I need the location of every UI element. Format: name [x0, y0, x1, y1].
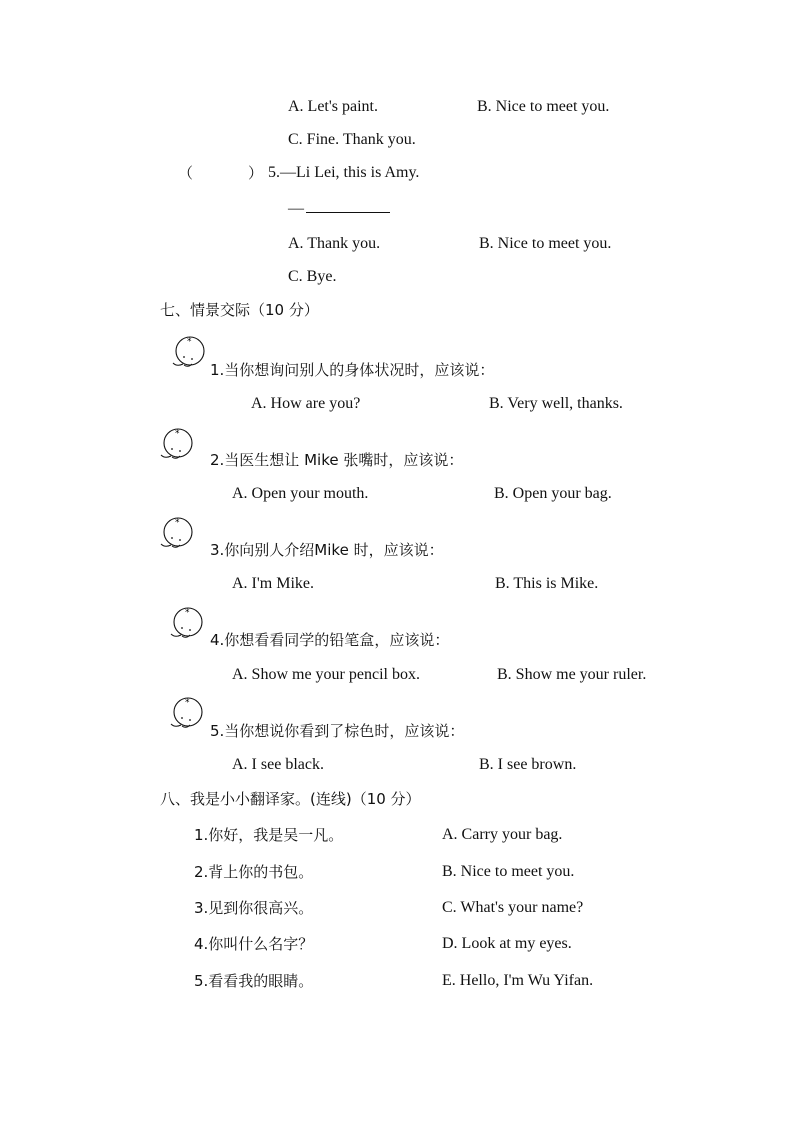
section7-q1-option-b: B. Very well, thanks.: [489, 395, 623, 412]
section8-right-b: B. Nice to meet you.: [442, 863, 575, 880]
section7-q5-option-b: B. I see brown.: [479, 756, 577, 773]
section8-right-a: A. Carry your bag.: [442, 826, 563, 843]
section7-q4-option-a: A. Show me your pencil box.: [232, 666, 420, 683]
q5-option-a: A. Thank you.: [288, 235, 381, 252]
smiley-face-icon: [168, 694, 208, 734]
section8-left-2: 2.背上你的书包。: [194, 863, 314, 881]
q4-option-a: A. Let's paint.: [288, 98, 378, 115]
section7-q5-option-a: A. I see black.: [232, 756, 324, 773]
q5-reply-line: [288, 198, 390, 219]
q5-answer-paren-close: ）: [248, 164, 264, 182]
section7-question-5: 5.当你想说你看到了棕色时，应该说：: [210, 722, 465, 740]
section7-q3-option-a: A. I'm Mike.: [232, 575, 314, 592]
section8-left-1: 1.你好，我是吴一凡。: [194, 826, 344, 844]
smiley-face-icon: [168, 604, 208, 644]
smiley-face-icon: [170, 333, 210, 373]
section7-title: 七、情景交际（10 分）: [160, 301, 319, 319]
section8-left-3: 3.见到你很高兴。: [194, 899, 314, 917]
section7-question-2: 2.当医生想让 Mike 张嘴时，应该说：: [210, 451, 464, 469]
section7-question-3: 3.你向别人介绍Mike 时，应该说：: [210, 541, 444, 559]
section7-q4-option-b: B. Show me your ruler.: [497, 666, 647, 683]
section7-question-1: 1.当你想询问别人的身体状况时，应该说：: [210, 361, 495, 379]
svg-text:*: *: [175, 518, 180, 528]
section8-right-e: E. Hello, I'm Wu Yifan.: [442, 972, 594, 989]
section8-right-c: C. What's your name?: [442, 899, 584, 916]
q5-option-b: B. Nice to meet you.: [479, 235, 612, 252]
q5-option-c: C. Bye.: [288, 268, 337, 285]
section8-left-4: 4.你叫什么名字？: [194, 935, 314, 953]
svg-text:*: *: [175, 429, 180, 439]
svg-text:*: *: [185, 608, 190, 618]
section8-right-d: D. Look at my eyes.: [442, 935, 572, 952]
q5-answer-blank: [306, 198, 390, 213]
section8-title: 八、我是小小翻译家。(连线)（10 分）: [160, 790, 421, 808]
smiley-face-icon: [158, 425, 198, 465]
section8-left-5: 5.看看我的眼睛。: [194, 972, 314, 990]
q5-reply-dash: —: [288, 200, 304, 217]
smiley-face-icon: [158, 514, 198, 554]
q4-option-b: B. Nice to meet you.: [477, 98, 610, 115]
q5-answer-paren-open: （: [178, 164, 194, 182]
section7-q3-option-b: B. This is Mike.: [495, 575, 599, 592]
q5-prompt: 5.—Li Lei, this is Amy.: [268, 164, 420, 181]
section7-q2-option-a: A. Open your mouth.: [232, 485, 369, 502]
svg-text:*: *: [185, 698, 190, 708]
section7-q2-option-b: B. Open your bag.: [494, 485, 612, 502]
section7-q1-option-a: A. How are you?: [251, 395, 361, 412]
q4-option-c: C. Fine. Thank you.: [288, 131, 416, 148]
svg-text:*: *: [187, 337, 192, 347]
section7-question-4: 4.你想看看同学的铅笔盒，应该说：: [210, 631, 450, 649]
